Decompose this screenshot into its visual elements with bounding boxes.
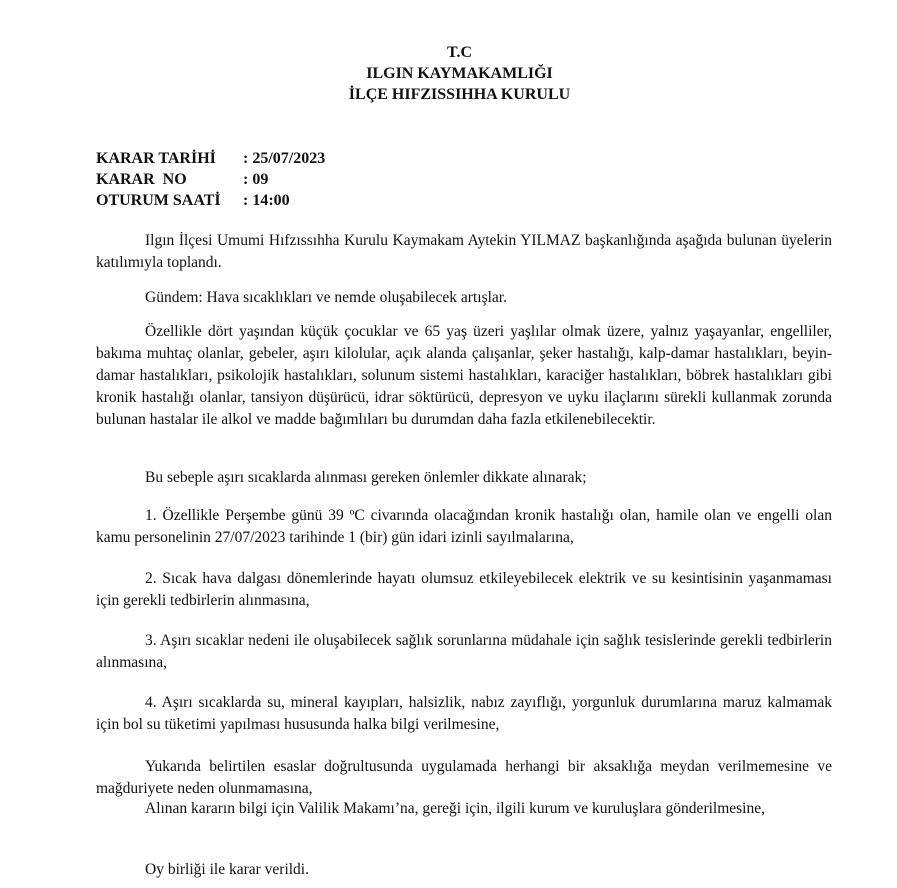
session-time-row	[96, 190, 325, 211]
header-country: T.C	[446, 44, 473, 61]
decision-meta	[96, 148, 325, 211]
closing-paragraph-2: Alınan kararın bilgi için Valilik Makamı’na, gereği için, ilgili kurum ve kuruluşlara gönderilmesine,	[145, 800, 765, 817]
decision-date-label: KARAR TARİHİ	[96, 150, 216, 167]
decision-no-label: KARAR NO	[96, 171, 187, 188]
measures-intro-paragraph: Bu sebeple aşırı sıcaklarda alınması gereken önlemler dikkate alınarak;	[145, 469, 587, 486]
measure-item-4: 4. Aşırı sıcaklarda su, mineral kayıpları, halsizlik, nabız zayıflığı, yorgunluk durumlarına maruz kalmamak için bol su tüketimi yapılması hususunda halka bilgi verilmesine,	[96, 694, 832, 733]
decision-no-row	[96, 169, 325, 190]
measure-item-3: 3. Aşırı sıcaklar nedeni ile oluşabilecek sağlık sorunlarına müdahale için sağlık tesislerinde gerekli tedbirlerin alınmasına,	[96, 632, 832, 671]
decision-date-row	[96, 148, 325, 169]
decision-date-value: : 25/07/2023	[243, 150, 326, 167]
measure-item-2: 2. Sıcak hava dalgası dönemlerinde hayatı olumsuz etkileyebilecek elektrik ve su kesintisinin yaşanmaması için gerekli tedbirlerin alınmasına,	[96, 570, 832, 609]
closing-paragraph-1: Yukarıda belirtilen esaslar doğrultusunda uygulamada herhangi bir aksaklığa meydan verilmemesine ve mağduriyete neden olunmamasına,	[96, 758, 832, 797]
decision-statement: Oy birliği ile karar verildi.	[145, 861, 309, 878]
intro-paragraph: Ilgın İlçesi Umumi Hıfzıssıhha Kurulu Kaymakam Aytekin YILMAZ başkanlığında aşağıda bulunan üyelerin katılımıyla toplandı.	[96, 232, 832, 271]
decision-no-value: : 09	[243, 171, 269, 188]
risk-groups-paragraph: Özellikle dört yaşından küçük çocuklar ve 65 yaş üzeri yaşlılar olmak üzere, yalnız yaşayanlar, engelliler, bakıma muhtaç olanlar, gebeler, aşırı kilolular, açık alanda çalışanlar, şeker hastalığı, kalp-damar hastalıkları, beyin-damar hastalıkları, psikolojik hastalıkları, solunum sistemi hastalıkları, karaciğer hastalıkları, böbrek hastalıkları gibi kronik hastalığı olanlar, tansiyon düşürücü, idrar söktürücü, depresyon ve uyku ilaçlarını sürekli kullanmak zorunda bulunan hastalar ile alkol ve madde bağımlıları bu durumdan daha fazla etkilenebilecektir.	[96, 323, 832, 428]
agenda-paragraph: Gündem: Hava sıcaklıkları ve nemde oluşabilecek artışlar.	[145, 289, 507, 306]
header-authority: ILGIN KAYMAKAMLIĞI	[366, 65, 553, 82]
document-header	[0, 42, 897, 105]
session-time-label: OTURUM SAATİ	[96, 192, 221, 209]
session-time-value: : 14:00	[243, 192, 290, 209]
measure-item-1: 1. Özellikle Perşembe günü 39 ºC civarında olacağından kronik hastalığı olan, hamile olan ve engelli olan kamu personelinin 27/07/2023 tarihinde 1 (bir) gün idari izinli sayılmalarına,	[96, 507, 832, 546]
header-council: İLÇE HIFZISSIHHA KURULU	[348, 86, 571, 103]
